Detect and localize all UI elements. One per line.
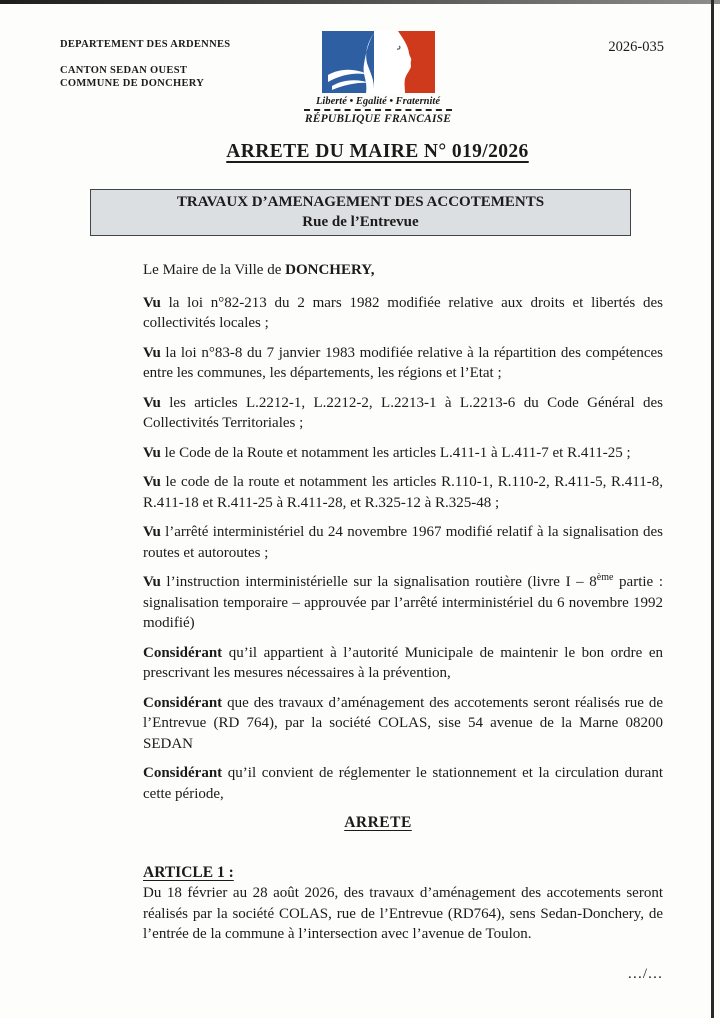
paragraph-text: la loi n°82-213 du 2 mars 1982 modifiée relative aux droits et libertés des collectivités locales ;: [143, 294, 663, 331]
paragraph-text: l’arrêté interministériel du 24 novembre 1967 modifié relatif à la signalisation des routes et autoroutes ;: [143, 524, 663, 561]
vu-paragraph: [143, 443, 663, 464]
paragraph-text: que des travaux d’aménagement des accotements seront réalisés rue de l’Entrevue (RD 764), par la société COLAS, sise 54 avenue de la Marne 08200 SEDAN: [143, 694, 663, 752]
article-1-heading: [143, 863, 663, 884]
subject-box: [90, 189, 631, 236]
canton-label: CANTON SEDAN OUEST: [60, 65, 188, 76]
paragraph-text: qu’il convient de réglementer le stationnement et la circulation durant cette période,: [143, 765, 663, 802]
intro-city-name: DONCHERY,: [285, 262, 375, 278]
marianne-logo-icon: [322, 31, 435, 93]
vu-paragraph: [143, 472, 663, 513]
considerant-paragraph: [143, 763, 663, 804]
department-label: DEPARTEMENT DES ARDENNES: [60, 39, 231, 50]
paragraph-text: partie : signalisation temporaire – approuvée par l’arrêté interministériel du 6 novembre 1992 modifié): [143, 574, 663, 631]
arrete-heading: [118, 813, 638, 834]
logo-divider: [304, 109, 452, 111]
lead-word: Vu: [143, 474, 161, 490]
vu-paragraph: [143, 293, 663, 334]
logo-motto: Liberté • Egalité • Fraternité: [315, 96, 440, 107]
decree-title: [90, 141, 665, 163]
article-1-heading-text: ARTICLE 1 :: [143, 863, 234, 881]
subject-line-1: TRAVAUX D’AMENAGEMENT DES ACCOTEMENTS: [176, 194, 545, 210]
logo-republic-label: RÉPUBLIQUE FRANCAISE: [304, 113, 452, 125]
considerant-paragraph: [143, 643, 663, 684]
intro-prefix: Le Maire de la Ville de: [143, 262, 286, 278]
lead-word: Vu: [143, 574, 161, 590]
vu-paragraph: [143, 343, 663, 384]
lead-word: Considérant: [143, 694, 223, 711]
lead-word: Considérant: [143, 765, 223, 781]
lead-word: Vu: [143, 524, 161, 540]
paragraph-text: les articles L.2212-1, L.2212-2, L.2213-1 à L.2213-6 du Code Général des Collectivités Territoriales ;: [143, 394, 663, 431]
paragraph-text: la loi n°83-8 du 7 janvier 1983 modifiée relative à la répartition des compétences entre les communes, les départements, les régions et l’Etat ;: [143, 344, 663, 381]
paragraph-text: qu’il appartient à l’autorité Municipale de maintenir le bon ordre en prescrivant les mesures nécessaires à la prévention,: [143, 644, 663, 681]
considerant-paragraph: [143, 693, 663, 755]
vu-paragraph: [143, 572, 663, 634]
arrete-heading-text: ARRETE: [344, 814, 412, 831]
paragraph-text: le Code de la Route et notamment les articles L.411-1 à L.411-7 et R.411-25 ;: [160, 444, 631, 461]
reference-number: 2026-035: [608, 39, 664, 55]
decree-body: [143, 260, 663, 954]
commune-label: COMMUNE DE DONCHERY: [60, 78, 205, 89]
article-1-text: Du 18 février au 28 août 2026, des travaux d’aménagement des accotements seront réalisés par la société COLAS, rue de l’Entrevue (RD764), sens Sedan-Donchery, de l’entrée de la commune à l’intersection avec l’avenue de Toulon.: [143, 885, 663, 942]
lead-word: Considérant: [143, 644, 223, 661]
scan-edge-right: [711, 0, 714, 1018]
lead-word: Vu: [143, 344, 161, 361]
paragraph-text: l’instruction interministérielle sur la signalisation routière (livre I – 8: [160, 574, 597, 590]
ordinal-superscript: ème: [596, 572, 614, 583]
republique-francaise-logo-block: [298, 31, 458, 125]
vu-paragraph: [143, 393, 663, 434]
vu-paragraph: [143, 522, 663, 563]
scan-edge-top: [0, 0, 720, 4]
header-authority-block: [60, 38, 230, 90]
subject-line-2: Rue de l’Entrevue: [302, 214, 419, 230]
lead-word: Vu: [143, 444, 161, 461]
intro-line: [143, 260, 663, 281]
lead-word: Vu: [143, 294, 161, 311]
decree-title-text: ARRETE DU MAIRE N° 019/2026: [226, 141, 529, 162]
paragraph-text: le code de la route et notamment les articles R.110-1, R.110-2, R.411-5, R.411-8, R.411-18 et R.411-25 à R.411-28, et R.325-12 à R.325-48 ;: [143, 474, 663, 511]
page-continuation-mark: …/…: [627, 966, 663, 982]
lead-word: Vu: [143, 394, 161, 411]
